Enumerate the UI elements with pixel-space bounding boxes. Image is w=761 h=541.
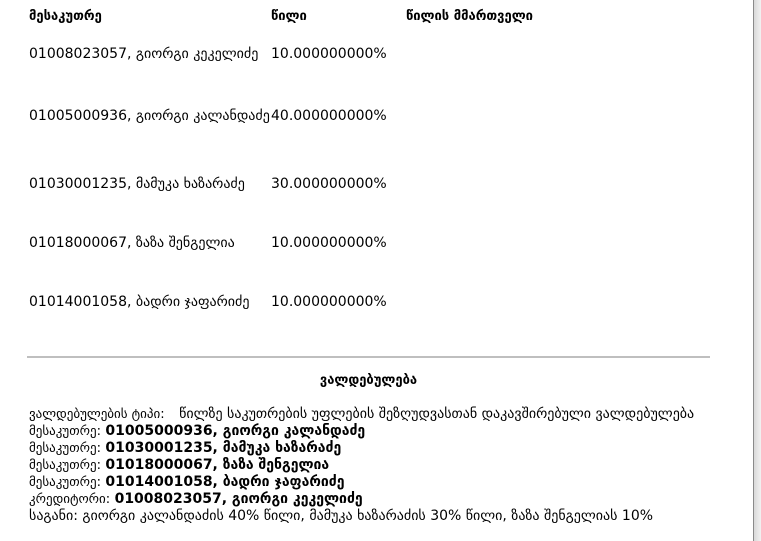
manager-cell bbox=[406, 268, 606, 336]
obligation-owner-line bbox=[29, 474, 709, 491]
page-shadow bbox=[754, 0, 761, 541]
table-row bbox=[29, 26, 606, 82]
owner-label: მესაკუთრე: bbox=[29, 475, 101, 490]
obligation-type-value: წილზე საკუთრების უფლების შეზღუდვასთან დაკავშირებული ვალდებულება bbox=[179, 406, 695, 422]
share-cell: 40.000000000% bbox=[271, 108, 387, 124]
owner-cell: 01014001058, ბადრი ჯაფარიძე bbox=[29, 294, 250, 310]
owner-cell: 01018000067, ზაზა შენგელია bbox=[29, 235, 235, 251]
obligation-subject-line: საგანი: გიორგი კალანდაძის 40% წილი, მამუკა ხაზარაძის 30% წილი, ზაზა შენგელიას 10% bbox=[29, 508, 654, 524]
owner-label: მესაკუთრე: bbox=[29, 424, 101, 439]
table-row bbox=[29, 150, 606, 218]
table-row bbox=[29, 218, 606, 268]
owners-table bbox=[29, 6, 606, 336]
obligation-type-label: ვალდებულების ტიპი: bbox=[29, 407, 165, 422]
owner-cell: 01005000936, გიორგი კალანდაძე bbox=[29, 108, 270, 124]
manager-cell bbox=[406, 26, 606, 82]
owner-column-header: მესაკუთრე bbox=[29, 9, 102, 24]
owner-cell: 01030001235, მამუკა ხაზარაძე bbox=[29, 176, 245, 192]
manager-cell bbox=[406, 218, 606, 268]
creditor-value: 01008023057, გიორგი კეკელიძე bbox=[114, 491, 363, 507]
share-cell: 10.000000000% bbox=[271, 46, 387, 62]
manager-cell bbox=[406, 82, 606, 150]
owner-label: მესაკუთრე: bbox=[29, 458, 101, 473]
share-cell: 10.000000000% bbox=[271, 235, 387, 251]
share-column-header: წილი bbox=[271, 9, 307, 24]
owner-label: მესაკუთრე: bbox=[29, 441, 101, 456]
obligation-creditor-line bbox=[29, 491, 709, 508]
obligation-owner-line bbox=[29, 423, 709, 440]
share-cell: 30.000000000% bbox=[271, 176, 387, 192]
owner-value: 01030001235, მამუკა ხაზარაძე bbox=[105, 440, 342, 456]
obligation-type-line bbox=[29, 406, 709, 423]
owner-cell: 01008023057, გიორგი კეკელიძე bbox=[29, 46, 259, 62]
share-cell: 10.000000000% bbox=[271, 294, 387, 310]
table-header-row bbox=[29, 6, 606, 26]
manager-cell bbox=[406, 150, 606, 218]
table-row bbox=[29, 82, 606, 150]
owner-value: 01018000067, ზაზა შენგელია bbox=[105, 457, 330, 473]
share-manager-column-header: წილის მმართველი bbox=[406, 9, 533, 24]
obligation-owner-line bbox=[29, 457, 709, 474]
owner-value: 01014001058, ბადრი ჯაფარიძე bbox=[105, 474, 345, 490]
obligation-section-title: ვალდებულება bbox=[319, 373, 418, 388]
obligation-owner-line bbox=[29, 440, 709, 457]
obligation-section bbox=[29, 406, 709, 525]
section-divider bbox=[27, 356, 710, 358]
table-row bbox=[29, 268, 606, 336]
creditor-label: კრედიტორი: bbox=[29, 492, 111, 507]
owner-value: 01005000936, გიორგი კალანდაძე bbox=[105, 423, 366, 439]
